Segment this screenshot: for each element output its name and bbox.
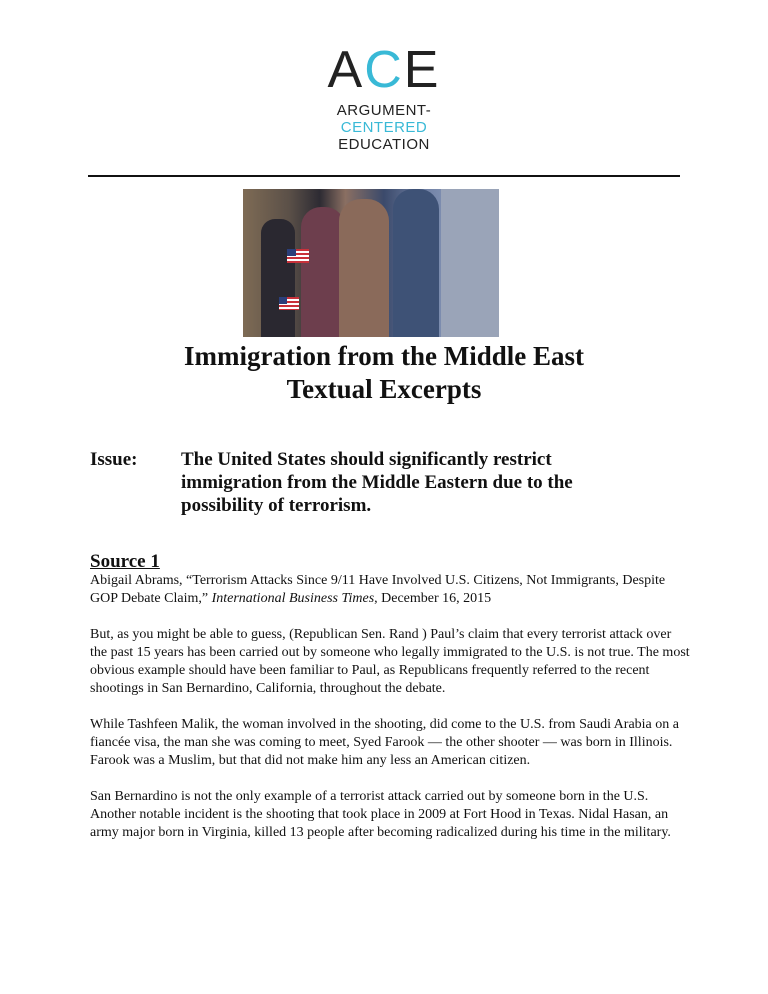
logo-letter-e: E xyxy=(403,41,441,99)
us-flag-icon xyxy=(287,249,309,263)
us-flag-icon xyxy=(279,297,299,310)
citation-publication: International Business Times xyxy=(211,591,375,606)
source-heading: Source 1 xyxy=(90,551,160,572)
photo-figure xyxy=(393,189,439,337)
ace-logo xyxy=(0,41,768,153)
logo-line-argument: ARGUMENT- xyxy=(336,102,432,119)
logo-wordmark xyxy=(0,102,768,153)
header-divider xyxy=(88,175,680,177)
header-photo xyxy=(243,189,499,337)
photo-figure xyxy=(261,219,295,337)
logo-letter-c: C xyxy=(364,41,404,99)
citation-author: Abigail Abrams, “Terrorism Attacks Since 9/11 Have Involved U.S. Citizens, Not Immigrants, Despite GOP Debate Claim,” xyxy=(90,573,666,606)
citation-date: , December 16, 2015 xyxy=(374,591,492,606)
photo-figure xyxy=(339,199,389,337)
logo-line-centered: CENTERED xyxy=(340,119,428,136)
source-section xyxy=(90,552,690,842)
logo-letter-a: A xyxy=(327,41,365,99)
document-title xyxy=(0,340,768,406)
source-paragraph: While Tashfeen Malik, the woman involved in the shooting, did come to the U.S. from Saudi Arabia on a fiancée visa, the man she was coming to meet, Syed Farook — the other shooter — was born in Illinois. Farook was a Muslim, but that did not make him any less an American citizen. xyxy=(90,717,679,768)
source-paragraph: San Bernardino is not the only example of a terrorist attack carried out by someone born in the U.S. Another notable incident is the shooting that took place in 2009 at Fort Hood in Texas. Nidal Hasan, an army major born in Virginia, killed 13 people after becoming radicalized during his time in the military. xyxy=(90,789,671,840)
issue-label: Issue: xyxy=(90,449,138,470)
title-line-2: Textual Excerpts xyxy=(286,374,482,404)
source-paragraph: But, as you might be able to guess, (Republican Sen. Rand ) Paul’s claim that every terrorist attack over the past 15 years has been carried out by someone who legally immigrated to the U.S. is not true. The most obvious example should have been familiar to Paul, as Republicans frequently referred to the recent shootings in San Bernardino, California, throughout the debate. xyxy=(90,627,690,696)
source-citation xyxy=(90,572,690,608)
photo-figure xyxy=(441,189,499,337)
issue-text: The United States should significantly restrict immigration from the Middle Eastern due to the possibility of terrorism. xyxy=(181,449,573,516)
logo-line-education: EDUCATION xyxy=(338,136,430,153)
logo-mark xyxy=(0,41,768,99)
title-line-1: Immigration from the Middle East xyxy=(184,341,584,371)
